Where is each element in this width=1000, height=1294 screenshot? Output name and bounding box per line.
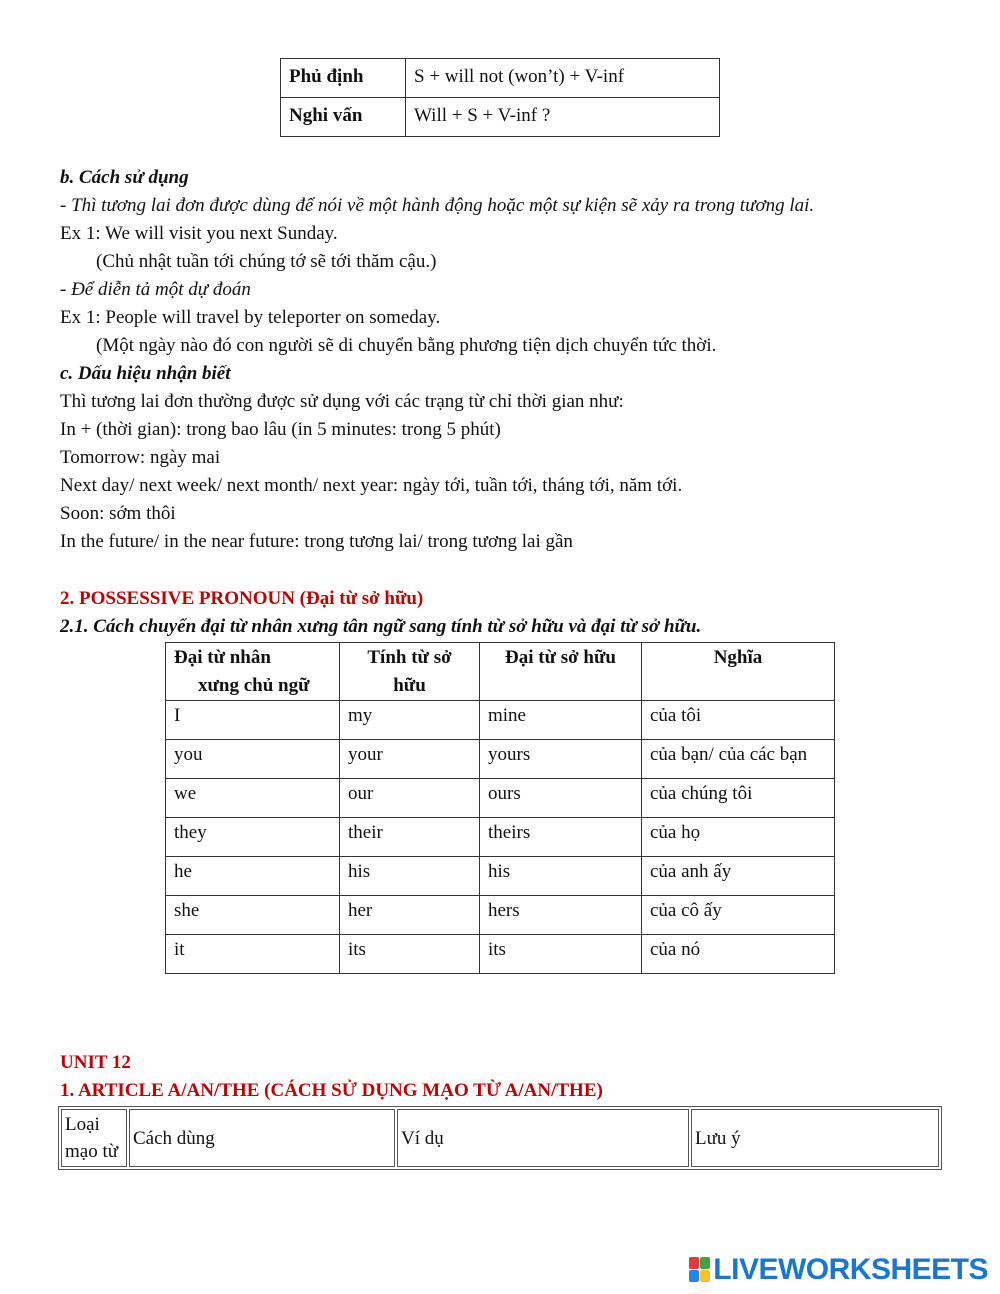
table-cell: của anh ấy xyxy=(642,857,835,896)
table-cell: his xyxy=(480,857,642,896)
table-row xyxy=(166,779,835,818)
signal-item: Soon: sớm thôi xyxy=(60,503,176,524)
structure-table xyxy=(280,58,720,137)
usage-heading: b. Cách sử dụng xyxy=(60,167,189,188)
header-line: Đại từ nhân xyxy=(174,647,271,668)
table-cell: của bạn/ của các bạn xyxy=(642,740,835,779)
article-section-title: 1. ARTICLE A/AN/THE (CÁCH SỬ DỤNG MẠO TỪ A/AN/THE) xyxy=(60,1080,603,1101)
table-cell: ours xyxy=(480,779,642,818)
column-header: Ví dụ xyxy=(397,1109,689,1167)
table-cell: mine xyxy=(480,701,642,740)
table-cell: của cô ấy xyxy=(642,896,835,935)
table-cell: his xyxy=(340,857,480,896)
table-row xyxy=(281,59,720,98)
table-cell: hers xyxy=(480,896,642,935)
table-row xyxy=(166,818,835,857)
table-cell: their xyxy=(340,818,480,857)
table-cell: của tôi xyxy=(642,701,835,740)
article-table xyxy=(58,1106,942,1170)
table-header-row xyxy=(61,1109,939,1167)
possessive-subtitle: 2.1. Cách chuyển đại từ nhân xưng tân ngữ sang tính từ sở hữu và đại từ sở hữu. xyxy=(60,616,702,637)
signals-heading: c. Dấu hiệu nhận biết xyxy=(60,363,231,384)
table-cell: theirs xyxy=(480,818,642,857)
column-header: Nghĩa xyxy=(642,643,835,701)
structure-label: Phủ định xyxy=(281,59,406,98)
possessive-title: 2. POSSESSIVE PRONOUN (Đại từ sở hữu) xyxy=(60,588,424,609)
table-cell: I xyxy=(166,701,340,740)
structure-formula: Will + S + V-inf ? xyxy=(406,98,720,137)
header-line: hữu xyxy=(393,675,426,696)
table-cell: her xyxy=(340,896,480,935)
signal-item: In + (thời gian): trong bao lâu (in 5 minutes: trong 5 phút) xyxy=(60,419,501,440)
logo-blocks-icon xyxy=(689,1257,711,1283)
header-line: Tính từ sở xyxy=(367,647,452,668)
unit-title: UNIT 12 xyxy=(60,1052,131,1073)
column-header xyxy=(166,643,340,701)
column-header: Lưu ý xyxy=(691,1109,939,1167)
header-line: xưng chủ ngữ xyxy=(198,675,310,696)
signal-item: Tomorrow: ngày mai xyxy=(60,447,221,468)
table-row xyxy=(166,701,835,740)
usage-example-1: Ex 1: We will visit you next Sunday. xyxy=(60,223,338,244)
table-row xyxy=(166,896,835,935)
structure-label: Nghi vấn xyxy=(281,98,406,137)
column-header: Cách dùng xyxy=(129,1109,395,1167)
table-row xyxy=(166,740,835,779)
table-cell: của họ xyxy=(642,818,835,857)
table-cell: you xyxy=(166,740,340,779)
usage-point-2: - Để diễn tả một dự đoán xyxy=(60,279,251,300)
usage-example-1-translation: (Chủ nhật tuần tới chúng tớ sẽ tới thăm cậu.) xyxy=(96,251,437,272)
table-row xyxy=(166,857,835,896)
table-cell: it xyxy=(166,935,340,974)
table-cell: its xyxy=(480,935,642,974)
table-cell: we xyxy=(166,779,340,818)
column-header xyxy=(340,643,480,701)
table-cell: our xyxy=(340,779,480,818)
header-line: mạo từ xyxy=(65,1141,119,1162)
table-cell: my xyxy=(340,701,480,740)
logo-text: LIVEWORKSHEETS xyxy=(713,1253,988,1286)
column-header: Đại từ sở hữu xyxy=(480,643,642,701)
table-cell: they xyxy=(166,818,340,857)
signals-intro: Thì tương lai đơn thường được sử dụng với các trạng từ chỉ thời gian như: xyxy=(60,391,624,412)
signal-item: In the future/ in the near future: trong tương lai/ trong tương lai gần xyxy=(60,531,573,552)
usage-example-2-translation: (Một ngày nào đó con người sẽ di chuyển bằng phương tiện dịch chuyển tức thời. xyxy=(96,335,717,356)
table-cell: your xyxy=(340,740,480,779)
header-line: Loại xyxy=(65,1114,100,1135)
signal-item: Next day/ next week/ next month/ next year: ngày tới, tuần tới, tháng tới, năm tới. xyxy=(60,475,683,496)
usage-point-1: - Thì tương lai đơn được dùng để nói về một hành động hoặc một sự kiện sẽ xảy ra trong tương lai. xyxy=(60,195,815,216)
table-row xyxy=(166,935,835,974)
table-cell: its xyxy=(340,935,480,974)
table-cell: của chúng tôi xyxy=(642,779,835,818)
table-cell: yours xyxy=(480,740,642,779)
possessive-table xyxy=(165,642,835,974)
liveworksheets-logo xyxy=(689,1252,988,1288)
table-cell: he xyxy=(166,857,340,896)
table-cell: của nó xyxy=(642,935,835,974)
table-header-row xyxy=(166,643,835,701)
structure-formula: S + will not (won’t) + V-inf xyxy=(406,59,720,98)
usage-example-2: Ex 1: People will travel by teleporter on someday. xyxy=(60,307,441,328)
table-cell: she xyxy=(166,896,340,935)
column-header xyxy=(61,1109,127,1167)
table-row xyxy=(281,98,720,137)
